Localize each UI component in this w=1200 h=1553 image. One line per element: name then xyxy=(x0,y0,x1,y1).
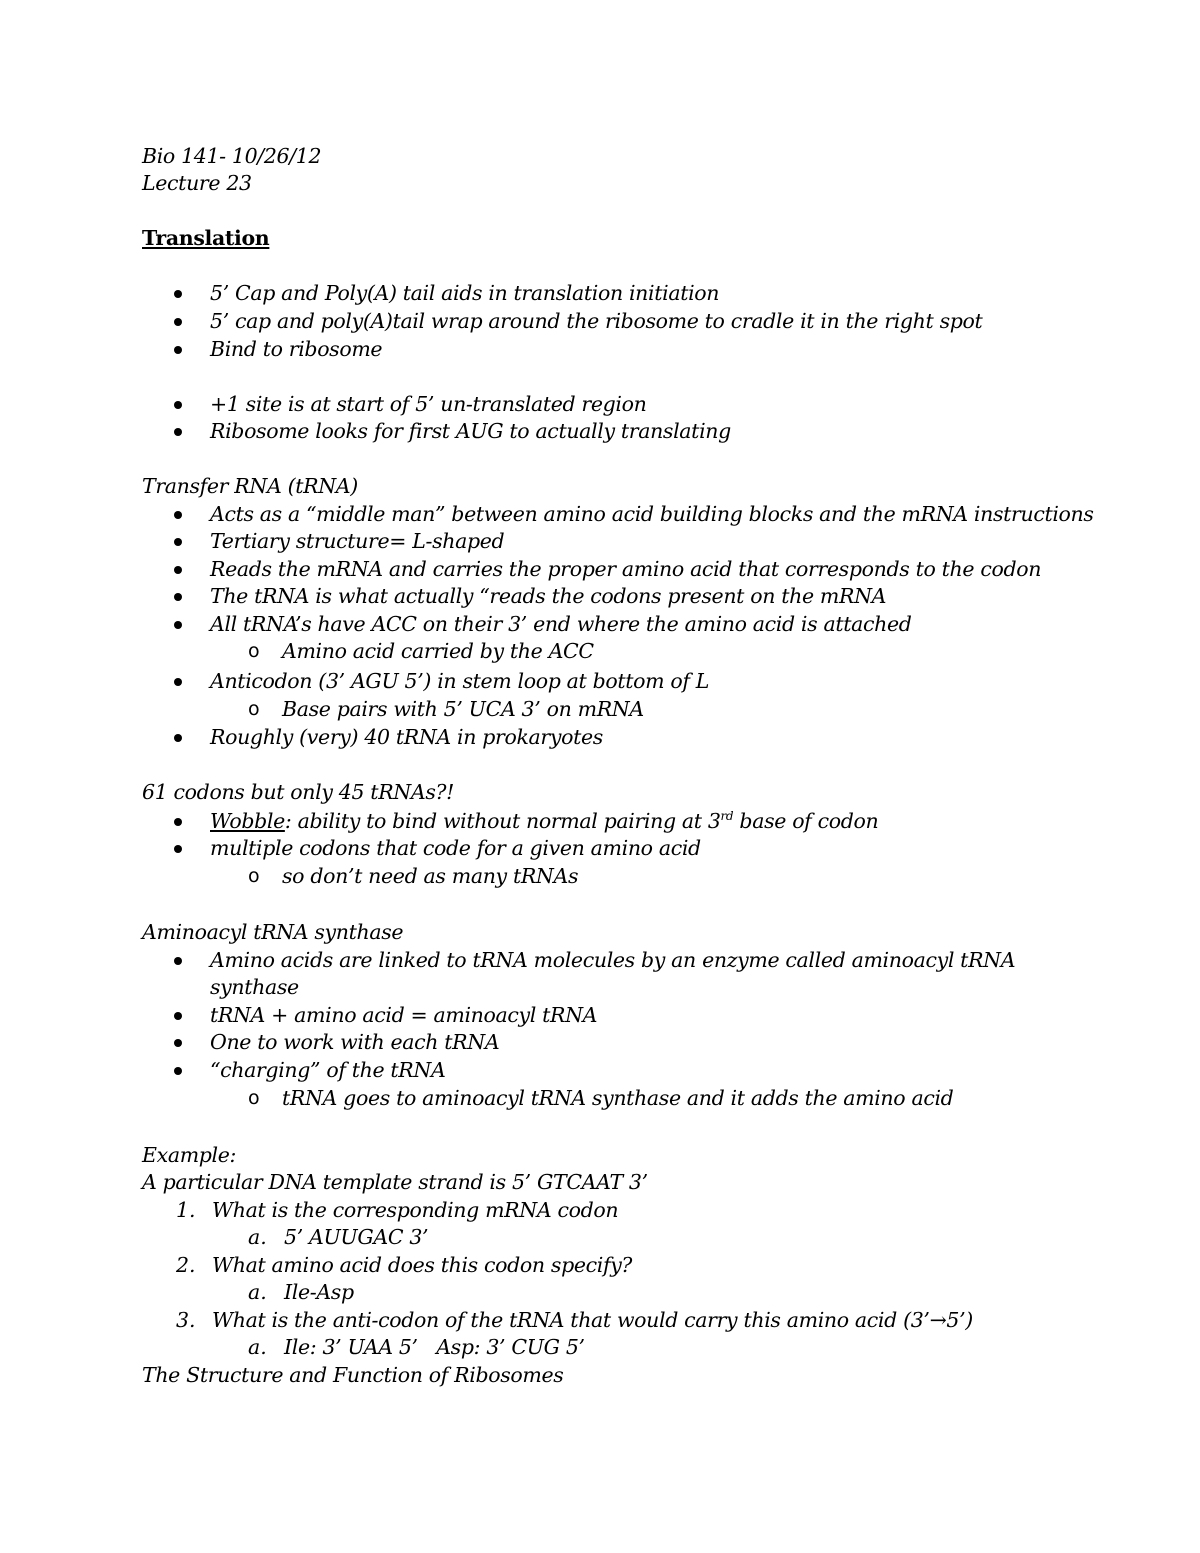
wobble-bullet-1 xyxy=(210,808,878,835)
example-question-1: What is the corresponding mRNA codon xyxy=(212,1198,619,1222)
ordinal-superscript: rd xyxy=(720,809,734,824)
synthase-heading: Aminoacyl tRNA synthase xyxy=(142,920,404,944)
bullet-icon xyxy=(174,318,182,326)
example-intro: A particular DNA template strand is 5’ GTCAAT 3’ xyxy=(142,1170,648,1194)
translation-bullet-5: Ribosome looks for first AUG to actually translating xyxy=(210,419,731,443)
example-question-2: What amino acid does this codon specify? xyxy=(212,1253,633,1277)
example-question-3: What is the anti-codon of the tRNA that would carry this amino acid (3’→5’) xyxy=(212,1308,973,1332)
synthase-bullet-1: Amino acids are linked to tRNA molecules by an enzyme called aminoacyl tRNA xyxy=(210,948,1016,972)
sub-bullet-icon: o xyxy=(248,640,260,662)
bullet-icon xyxy=(174,818,182,826)
wobble-term: Wobble xyxy=(210,809,285,833)
question-number: 1. xyxy=(176,1198,196,1222)
bullet-icon xyxy=(174,734,182,742)
sub-bullet-icon: o xyxy=(248,865,260,887)
synthase-bullet-3: One to work with each tRNA xyxy=(210,1030,500,1054)
synthase-bullet-2: tRNA + amino acid = aminoacyl tRNA xyxy=(210,1003,598,1027)
lecture-line: Lecture 23 xyxy=(142,171,252,195)
bullet-icon xyxy=(174,621,182,629)
wobble-definition-end: base of codon xyxy=(733,809,879,833)
wobble-heading: 61 codons but only 45 tRNAs?! xyxy=(142,780,455,804)
synthase-bullet-4: “charging” of the tRNA xyxy=(210,1058,446,1082)
sub-bullet-icon: o xyxy=(248,698,260,720)
trna-bullet-6: Anticodon (3’ AGU 5’) in stem loop at bottom of L xyxy=(210,669,710,693)
example-heading: Example: xyxy=(142,1143,237,1167)
trna-bullet-5: All tRNA’s have ACC on their 3’ end where the amino acid is attached xyxy=(210,612,912,636)
example-answer-2: Ile-Asp xyxy=(284,1280,354,1304)
answer-letter: a. xyxy=(248,1225,267,1249)
trna-heading: Transfer RNA (tRNA) xyxy=(142,474,358,498)
synthase-bullet-1-wrap: synthase xyxy=(210,975,299,999)
bullet-icon xyxy=(174,511,182,519)
bullet-icon xyxy=(174,1067,182,1075)
trna-sub-bullet-2: Base pairs with 5’ UCA 3’ on mRNA xyxy=(282,697,644,721)
synthase-sub-bullet: tRNA goes to aminoacyl tRNA synthase and it adds the amino acid xyxy=(282,1086,954,1110)
example-answer-1: 5’ AUUGAC 3’ xyxy=(284,1225,429,1249)
translation-bullet-4: +1 site is at start of 5’ un-translated region xyxy=(210,392,647,416)
answer-letter: a. xyxy=(248,1335,267,1359)
bullet-icon xyxy=(174,957,182,965)
bullet-icon xyxy=(174,401,182,409)
bullet-icon xyxy=(174,1012,182,1020)
bullet-icon xyxy=(174,346,182,354)
bullet-icon xyxy=(174,1039,182,1047)
bullet-icon xyxy=(174,428,182,436)
question-number: 3. xyxy=(176,1308,196,1332)
translation-bullet-2: 5’ cap and poly(A)tail wrap around the ribosome to cradle it in the right spot xyxy=(210,309,983,333)
sub-bullet-icon: o xyxy=(248,1087,260,1109)
wobble-sub-bullet: so don’t need as many tRNAs xyxy=(282,864,579,888)
trna-bullet-3: Reads the mRNA and carries the proper amino acid that corresponds to the codon xyxy=(210,557,1042,581)
example-answer-3: Ile: 3’ UAA 5’ Asp: 3’ CUG 5’ xyxy=(284,1335,585,1359)
trna-sub-bullet-1: Amino acid carried by the ACC xyxy=(282,639,594,663)
trna-bullet-2: Tertiary structure= L-shaped xyxy=(210,529,505,553)
wobble-bullet-2: multiple codons that code for a given amino acid xyxy=(210,836,701,860)
translation-bullet-3: Bind to ribosome xyxy=(210,337,383,361)
translation-bullet-1: 5’ Cap and Poly(A) tail aids in translation initiation xyxy=(210,281,720,305)
trna-bullet-4: The tRNA is what actually “reads the codons present on the mRNA xyxy=(210,584,887,608)
bullet-icon xyxy=(174,593,182,601)
translation-heading: Translation xyxy=(142,226,270,250)
wobble-definition: : ability to bind without normal pairing at 3 xyxy=(284,809,721,833)
ribosome-heading: The Structure and Function of Ribosomes xyxy=(142,1363,564,1387)
bullet-icon xyxy=(174,290,182,298)
question-number: 2. xyxy=(176,1253,196,1277)
bullet-icon xyxy=(174,678,182,686)
bullet-icon xyxy=(174,845,182,853)
trna-bullet-7: Roughly (very) 40 tRNA in prokaryotes xyxy=(210,725,603,749)
trna-bullet-1: Acts as a “middle man” between amino acid building blocks and the mRNA instructions xyxy=(210,502,1094,526)
answer-letter: a. xyxy=(248,1280,267,1304)
course-line: Bio 141- 10/26/12 xyxy=(142,144,322,168)
bullet-icon xyxy=(174,538,182,546)
bullet-icon xyxy=(174,566,182,574)
